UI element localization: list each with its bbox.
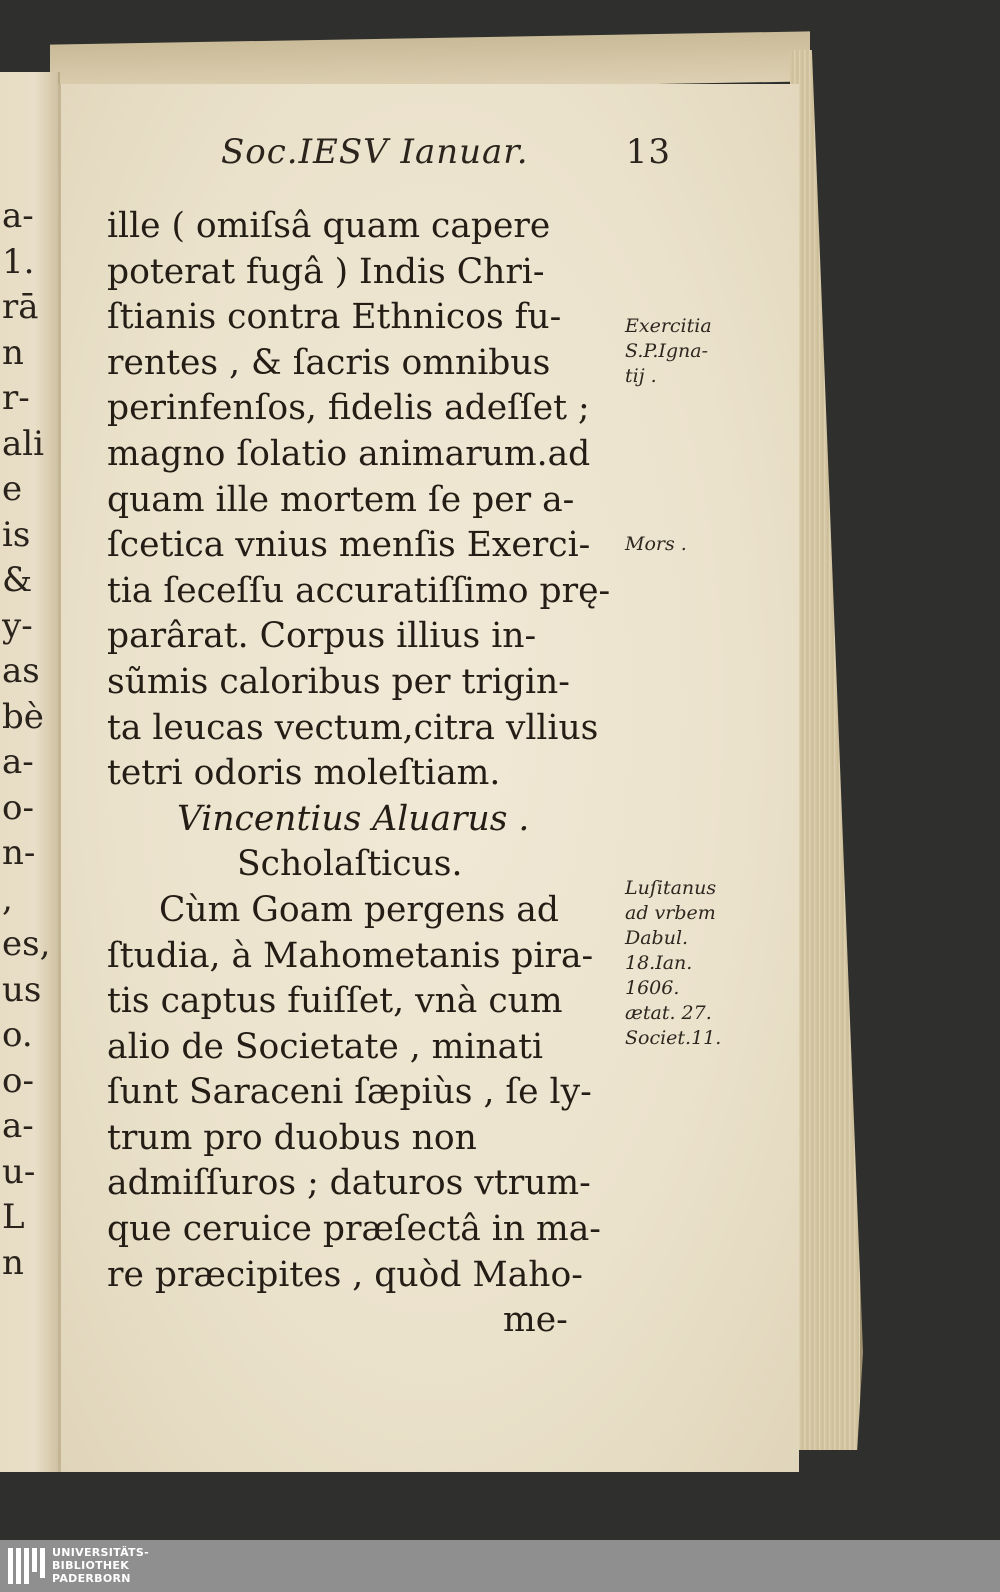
margin-note-line: ætat. 27. <box>625 1002 712 1024</box>
margin-note-line: S.P.Igna- <box>625 340 709 362</box>
entry-heading-rank: Scholaſticus. <box>237 844 463 885</box>
previous-page-fragment: us <box>2 969 42 1010</box>
running-head <box>221 132 671 182</box>
previous-page-fragment: a- <box>2 196 34 236</box>
margin-note-line: Dabul. <box>625 927 689 949</box>
text-line: alio de Societate , minati <box>107 1026 544 1067</box>
margin-note-line: 18.Ian. <box>625 952 693 974</box>
entry-heading-name: Vincentius Aluarus . <box>177 798 530 839</box>
margin-note-line: 1606. <box>625 977 680 999</box>
margin-note-lusitanus <box>625 876 775 1051</box>
previous-page-fragment: u- <box>2 1151 36 1192</box>
previous-page-fragment: bè <box>2 696 44 737</box>
text-line: ſunt Saraceni ſæpiùs , ſe ly- <box>107 1072 592 1113</box>
text-line: ſtianis contra Ethnicos fu- <box>107 297 562 338</box>
text-line: rentes , & ſacris omnibus <box>107 342 551 383</box>
logo-line: PADERBORN <box>52 1572 131 1585</box>
text-line: sũmis caloribus per trigin- <box>107 661 570 702</box>
previous-page-fragment: o. <box>2 1015 33 1055</box>
catchword: me- <box>503 1300 568 1341</box>
text-line: ta leucas vectum,citra vllius <box>107 707 599 748</box>
previous-page-fragment: n <box>2 1242 24 1283</box>
previous-page-fragment: & <box>2 560 33 600</box>
margin-note-exercitia <box>625 314 775 389</box>
previous-page <box>0 72 60 1472</box>
previous-page-fragment: a- <box>2 1106 34 1146</box>
previous-page-fragment: as <box>2 651 40 691</box>
text-line: tetri odoris moleſtiam. <box>107 753 501 794</box>
previous-page-fragment: ali <box>2 423 45 464</box>
margin-note-line: Societ.11. <box>625 1027 722 1049</box>
previous-page-fragment: a- <box>2 742 34 782</box>
text-line: ille ( omiſsâ quam capere <box>107 206 551 246</box>
logo-line: UNIVERSITÄTS- <box>52 1546 149 1559</box>
previous-page-fragment: o- <box>2 787 34 828</box>
running-head-title: Soc.IESV Ianuar. <box>221 132 529 172</box>
text-line: trum pro duobus non <box>107 1117 477 1158</box>
previous-page-fragment: y- <box>2 605 33 646</box>
margin-note-line: Mors . <box>625 533 687 555</box>
text-line: ſtudia, à Mahometanis pira- <box>107 935 594 976</box>
logo-line: BIBLIOTHEK <box>52 1559 130 1572</box>
previous-page-fragment: is <box>2 514 31 555</box>
margin-note-line: tij . <box>625 365 657 387</box>
margin-note-line: ad vrbem <box>625 902 716 924</box>
text-line: Cùm Goam pergens ad <box>159 889 559 930</box>
text-line: re præcipites , quòd Maho- <box>107 1254 583 1295</box>
page-block-right-edge <box>790 50 863 1450</box>
library-logo-text <box>52 1546 149 1585</box>
margin-note-mors <box>625 532 775 557</box>
previous-page-fragment: n <box>2 332 24 373</box>
text-line: tis captus fuiſſet, vnà cum <box>107 981 563 1022</box>
text-line: perinfenſos, fidelis adeſſet ; <box>107 388 590 429</box>
previous-page-fragment: L <box>2 1197 25 1237</box>
margin-note-line: Exercitia <box>625 315 712 337</box>
library-footer-bar <box>0 1540 1000 1592</box>
text-line: poterat fugâ ) Indis Chri- <box>107 251 545 292</box>
margin-note-line: Luſitanus <box>625 877 717 899</box>
previous-page-fragment: 1. <box>2 241 35 282</box>
previous-page-fragment: o- <box>2 1060 34 1101</box>
text-line: admiſſuros ; daturos vtrum- <box>107 1163 591 1204</box>
text-line: parârat. Corpus illius in- <box>107 616 537 657</box>
text-line: que ceruice præſectâ in ma- <box>107 1209 601 1250</box>
previous-page-fragment: e <box>2 469 23 509</box>
previous-page-fragment: r- <box>2 378 30 418</box>
text-line: ſcetica vnius menſis Exerci- <box>107 525 591 566</box>
previous-page-fragment: rā <box>2 287 39 327</box>
book-page <box>58 84 799 1472</box>
library-logo-icon <box>8 1548 46 1584</box>
text-line: tia ſeceſſu accuratiſſimo prę- <box>107 570 611 611</box>
previous-page-fragment: n- <box>2 833 36 873</box>
text-line: quam ille mortem ſe per a- <box>107 479 575 520</box>
page-number: 13 <box>625 132 671 172</box>
text-line: magno ſolatio animarum.ad <box>107 433 591 474</box>
previous-page-fragment: es, <box>2 924 51 964</box>
body-text <box>107 204 617 1344</box>
previous-page-fragment: , <box>2 878 13 919</box>
